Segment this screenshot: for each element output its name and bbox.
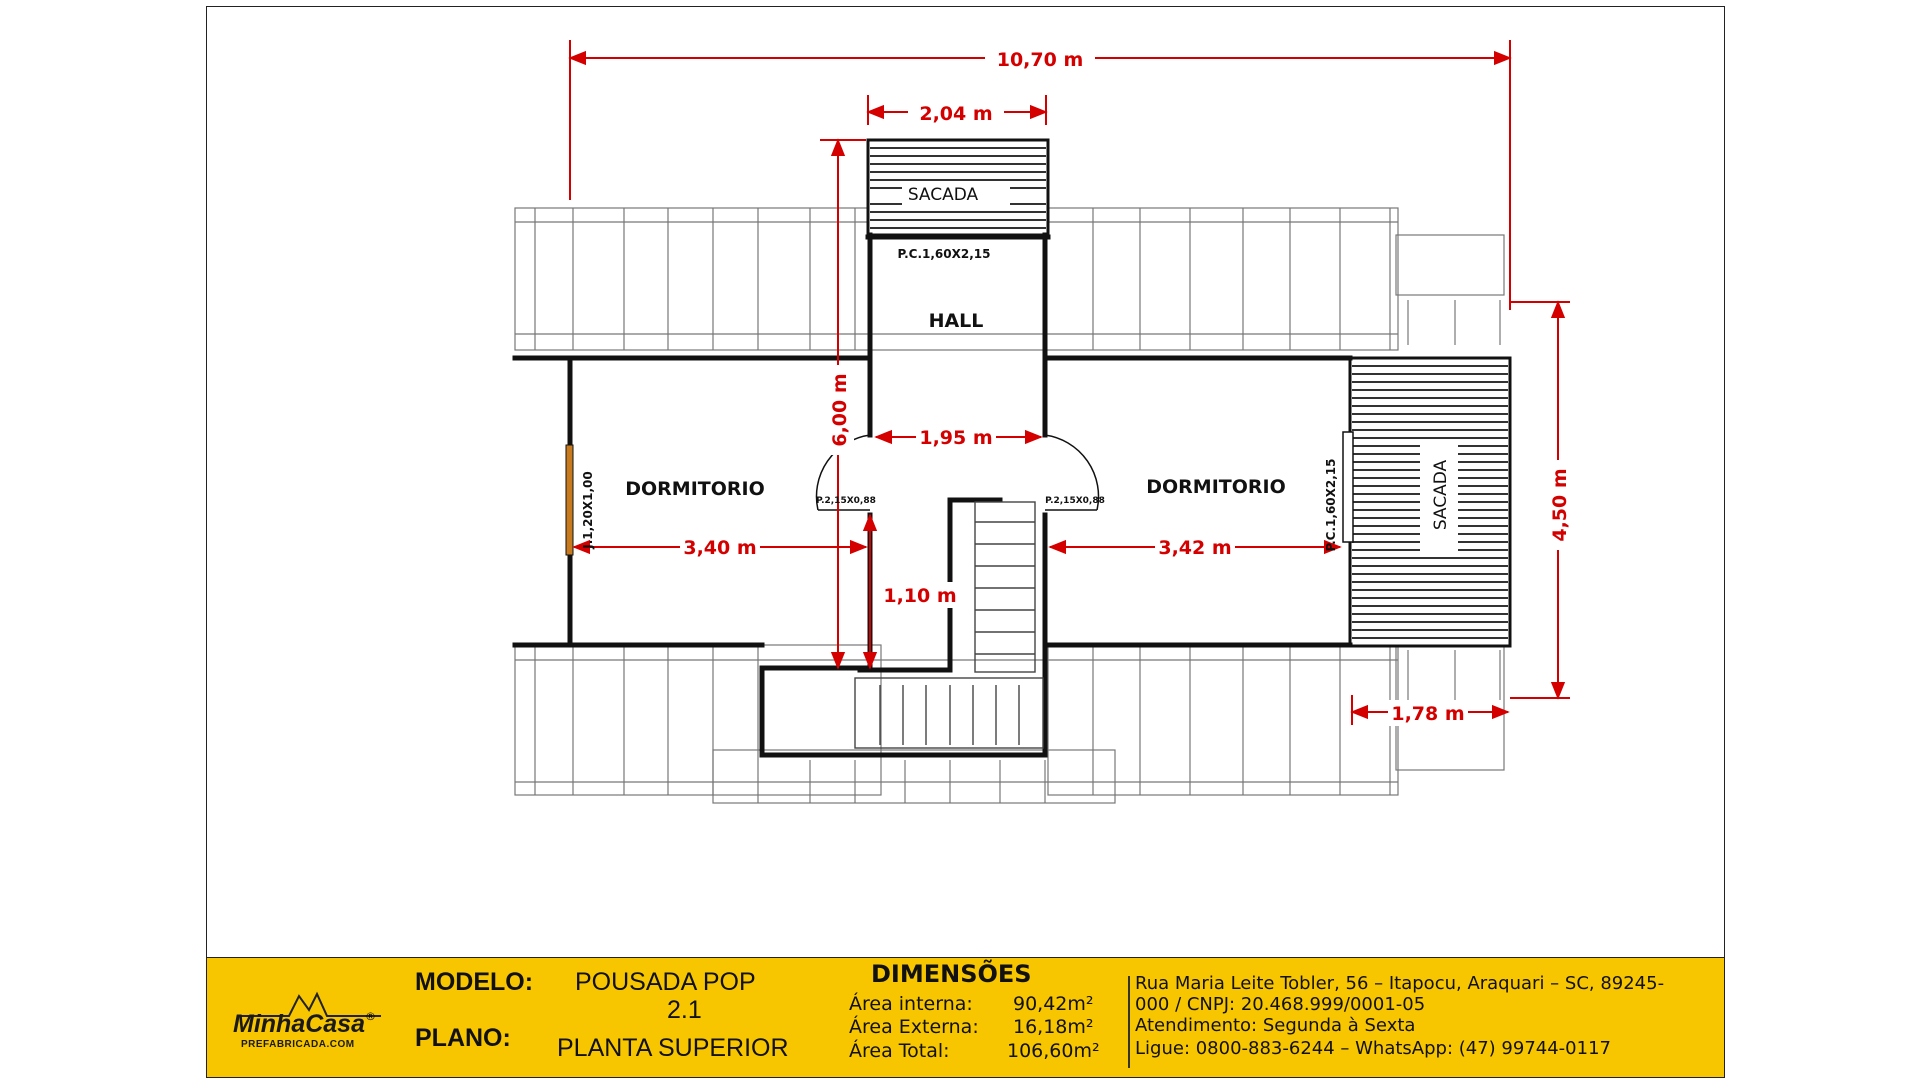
room-dorm-right: DORMITORIO	[1146, 476, 1286, 498]
dimensoes-title: DIMENSÕES	[871, 960, 1032, 988]
plano-label: PLANO:	[415, 1024, 511, 1052]
dim-total-width: 10,70 m	[996, 49, 1084, 71]
door-sacada-right	[1343, 432, 1353, 542]
door-top-label: P.C.1,60X2,15	[897, 247, 991, 261]
area-total-label: Área Total:	[849, 1040, 950, 1062]
door-left-label: P.2,15X0,88	[816, 496, 876, 506]
door-sacada-right-label: P.C.1,60X2,15	[1324, 458, 1338, 552]
window-left-label: J.1,20X1,00	[581, 471, 595, 549]
contato-text: Ligue: 0800-883-6244 – WhatsApp: (47) 99744-0117	[1135, 1038, 1611, 1059]
company-logo	[221, 988, 396, 1050]
area-interna-label: Área interna:	[849, 993, 973, 1015]
plano-value: PLANTA SUPERIOR	[557, 1034, 789, 1062]
dim-right-depth: 4,50 m	[1549, 468, 1571, 542]
modelo-value-1: POUSADA POP	[575, 968, 756, 996]
room-sacada-top: SACADA	[907, 185, 979, 205]
modelo-label: MODELO:	[415, 968, 534, 996]
room-hall: HALL	[928, 310, 984, 332]
logo-registered: ®	[364, 1010, 376, 1023]
address-line-1: Rua Maria Leite Tobler, 56 – Itapocu, Araquari – SC, 89245-	[1135, 973, 1665, 994]
area-interna-value: 90,42m²	[1013, 993, 1094, 1015]
area-externa-value: 16,18m²	[1013, 1016, 1094, 1038]
address-line-2: 000 / CNPJ: 20.468.999/0001-05	[1135, 994, 1426, 1015]
dim-depth: 6,00 m	[829, 373, 851, 447]
area-total-value: 106,60m²	[1007, 1040, 1100, 1062]
room-dorm-left: DORMITORIO	[625, 478, 765, 500]
modelo-value-2: 2.1	[667, 996, 702, 1024]
title-block	[206, 957, 1725, 1078]
rafters-bottom	[535, 645, 1500, 803]
dim-right-sacada-width: 1,78 m	[1391, 703, 1465, 725]
atendimento-text: Atendimento: Segunda à Sexta	[1135, 1015, 1416, 1036]
door-right-label: P.2,15X0,88	[1045, 496, 1105, 506]
title-block-divider	[1128, 976, 1130, 1068]
logo-sub: PREFABRICADA.COM	[241, 1039, 355, 1050]
window-left	[566, 445, 573, 555]
dim-dorm-left-width: 3,40 m	[683, 537, 757, 559]
dim-hall-width: 1,95 m	[919, 427, 993, 449]
dim-sacada-width: 2,04 m	[919, 103, 993, 125]
logo-wordmark: MinhaCasa	[233, 1010, 365, 1038]
dim-dorm-right-width: 3,42 m	[1158, 537, 1232, 559]
dim-stair-passage: 1,10 m	[883, 585, 957, 607]
area-externa-label: Área Externa:	[849, 1016, 979, 1038]
sacada-right-deck	[1350, 358, 1510, 646]
room-sacada-right: SACADA	[1431, 459, 1451, 531]
